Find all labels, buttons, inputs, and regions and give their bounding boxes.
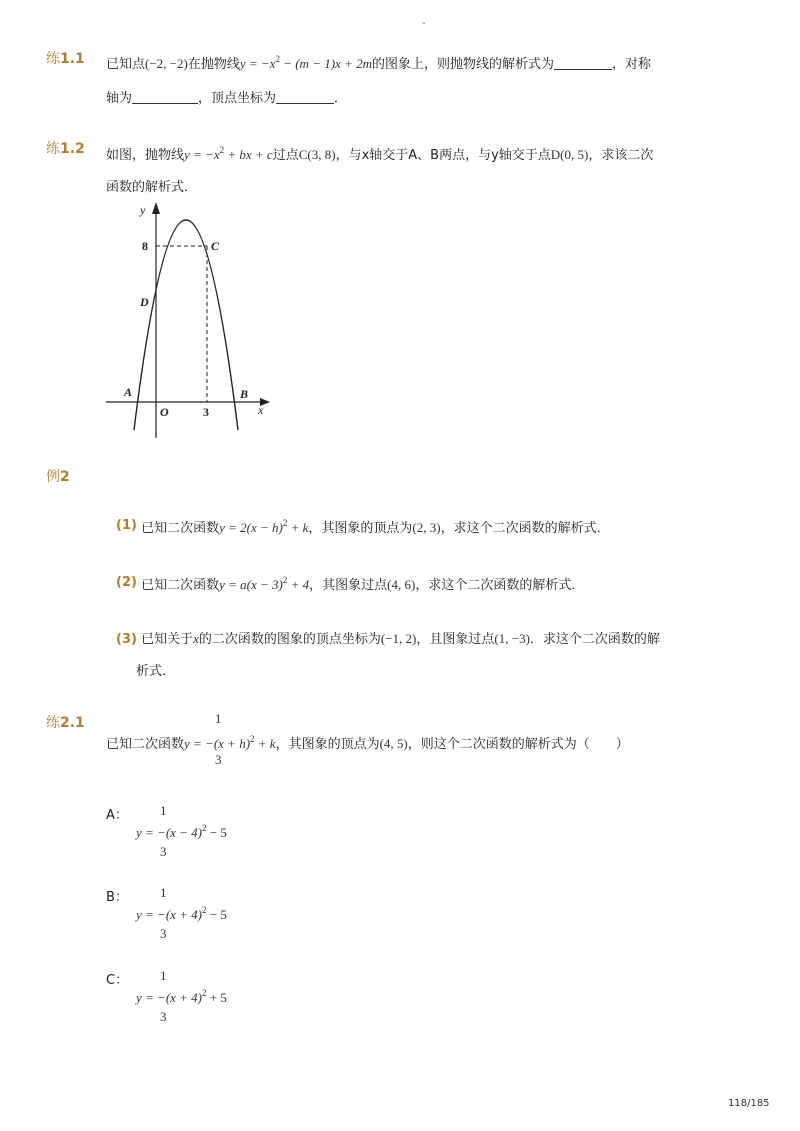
option-b-equation[interactable] (136, 907, 227, 923)
point-d: D(0, 5) (550, 147, 589, 162)
question-number: (1) (116, 518, 137, 533)
label-x: x (258, 403, 264, 417)
eq-part: y = a(x − 3) (219, 577, 283, 592)
text: 的二次函数的图象的顶点坐标为 (198, 632, 381, 647)
text: 过点 (272, 148, 299, 163)
question-number: (3) (116, 632, 137, 647)
label-b: B (240, 387, 249, 401)
option-a-letter[interactable]: A： (106, 808, 128, 823)
eq-part: + bx + c (224, 147, 273, 162)
point: (2, 3) (412, 520, 441, 535)
text: 已知二次函数 (141, 578, 220, 593)
exercise-1-1-line-1 (106, 53, 651, 72)
answer-blank[interactable] (276, 91, 334, 104)
exercise-2-1-line (106, 733, 629, 752)
text: 轴为 (106, 91, 133, 106)
text: ，则这个二次函数的解析式为（ ） (407, 737, 629, 752)
tag-number: 2.1 (60, 715, 85, 731)
example-2-question-1 (116, 514, 610, 536)
question-text (141, 518, 610, 536)
eq-part: y = −x (184, 147, 220, 162)
option-b-letter[interactable]: B： (106, 890, 128, 905)
example-2-question-2 (116, 571, 585, 593)
eq-part: y = −(x + 4) (136, 907, 203, 922)
answer-blank[interactable] (554, 57, 612, 70)
option-b-numerator: 1 (160, 885, 167, 900)
parabola-graph (100, 198, 280, 443)
text: 已知点 (106, 57, 146, 72)
option-c-equation[interactable] (136, 990, 227, 1006)
text: 已知关于 (141, 632, 194, 647)
eq-part: y = −x (239, 56, 276, 71)
text: ，且图象过点 (416, 632, 495, 647)
option-b-denominator: 3 (160, 926, 167, 941)
exponent: 2 (202, 905, 207, 915)
tag-prefix: 练 (46, 51, 60, 67)
eq-part: + 4 (287, 577, 310, 592)
text: 已知二次函数 (106, 737, 185, 752)
point: (4, 5) (379, 736, 408, 751)
text: ，其图象过点 (309, 578, 388, 593)
exercise-tag-1-2 (46, 138, 85, 158)
point: (−2, −2) (145, 56, 188, 71)
text: ，求这个二次函数的解析式． (440, 521, 610, 536)
text: ．求这个二次函数的解 (529, 632, 660, 647)
text: 已知二次函数 (141, 521, 220, 536)
example-2-question-3 (116, 628, 660, 647)
equation (184, 147, 273, 162)
exercise-1-2-line-2 (106, 176, 197, 195)
exponent: 2 (282, 518, 288, 528)
header-mark: - (422, 18, 426, 29)
label-8: 8 (142, 239, 148, 253)
option-c-numerator: 1 (160, 968, 167, 983)
label-d: D (140, 295, 149, 309)
question-number: (2) (116, 575, 137, 590)
exponent: 2 (282, 575, 288, 585)
label-o: O (160, 405, 169, 419)
text: ，顶点坐标为 (198, 91, 277, 106)
eq-part: + k (254, 736, 276, 751)
tag-number: 2 (60, 469, 70, 485)
option-c-denominator: 3 (160, 1009, 167, 1024)
equation (219, 577, 309, 592)
label-y: y (140, 203, 146, 217)
exponent: 2 (250, 734, 255, 744)
tag-prefix: 练 (46, 141, 60, 157)
equation (184, 736, 276, 751)
example-tag-2 (46, 466, 70, 486)
fraction-numerator: 1 (215, 711, 222, 726)
eq-part: − 5 (206, 907, 227, 922)
tag-prefix: 例 (46, 469, 60, 485)
question-text (141, 575, 585, 593)
text: ，其图象的顶点为 (308, 521, 413, 536)
example-2-question-3-line-2 (136, 660, 175, 679)
eq-part: y = −(x + 4) (136, 990, 203, 1005)
eq-part: + 5 (206, 990, 227, 1005)
point: (−1, 2) (380, 631, 417, 646)
exponent: 2 (275, 54, 280, 64)
variable: x (193, 631, 199, 646)
exercise-1-1-line-2 (106, 87, 347, 106)
equation (219, 520, 308, 535)
tag-prefix: 练 (46, 715, 60, 731)
eq-part: y = −(x − 4) (136, 825, 203, 840)
point-c: C(3, 8) (298, 147, 336, 162)
text: 如图，抛物线 (106, 148, 185, 163)
option-c-letter[interactable]: C： (106, 973, 129, 988)
point: (1, −3) (494, 631, 530, 646)
text: ． (334, 91, 348, 106)
text: 析式． (136, 664, 176, 679)
answer-blank[interactable] (132, 91, 198, 104)
eq-part: − (m − 1)x + 2m (279, 56, 372, 71)
page-number: 118/185 (728, 1098, 770, 1109)
option-a-numerator: 1 (160, 803, 167, 818)
option-a-denominator: 3 (160, 844, 167, 859)
exponent: 2 (202, 823, 207, 833)
eq-part: y = −(x + h) (184, 736, 251, 751)
exercise-tag-2-1 (46, 712, 85, 732)
question-text (141, 632, 660, 647)
exercise-tag-1-1 (46, 48, 85, 68)
parabola-curve (134, 220, 238, 430)
exercise-1-2-line-1 (106, 144, 653, 163)
text: 函数的解析式． (106, 180, 198, 195)
text: 的图象上，则抛物线的解析式为 (371, 57, 554, 72)
eq-part: y = 2(x − h) (219, 520, 283, 535)
option-a-equation[interactable] (136, 825, 227, 841)
label-3: 3 (203, 405, 209, 419)
text: ，与x轴交于A、B两点，与y轴交于点 (335, 148, 551, 163)
point: (4, 6) (387, 577, 416, 592)
fraction-denominator: 3 (215, 752, 222, 767)
text: ，求该二次 (588, 148, 654, 163)
label-a: A (124, 385, 133, 399)
exponent: 2 (202, 988, 207, 998)
eq-part: − 5 (206, 825, 227, 840)
eq-part: + k (287, 520, 309, 535)
equation (240, 56, 372, 71)
tag-number: 1.1 (60, 51, 85, 67)
text: ，求这个二次函数的解析式． (415, 578, 585, 593)
text: ，对称 (612, 57, 652, 72)
exponent: 2 (219, 145, 225, 155)
y-axis-arrow (152, 202, 160, 214)
tag-number: 1.2 (60, 141, 85, 157)
text: 在抛物线 (187, 57, 240, 72)
label-c: C (211, 239, 220, 253)
text: ，其图象的顶点为 (275, 737, 380, 752)
